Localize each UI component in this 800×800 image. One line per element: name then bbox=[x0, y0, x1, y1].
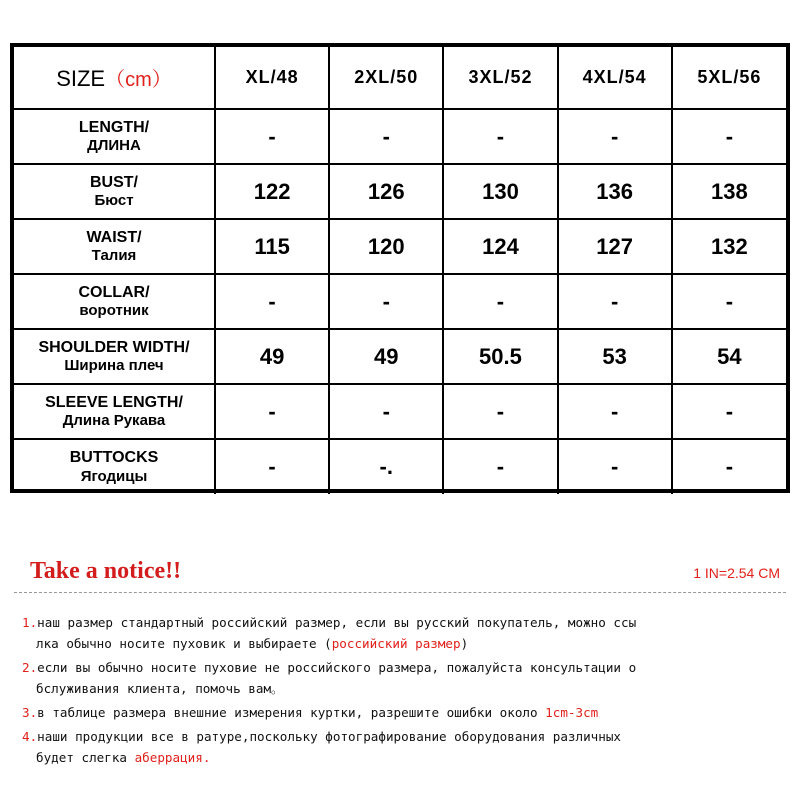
column-header: 5XL/56 bbox=[672, 47, 786, 109]
note-cont-text: лка обычно носите пуховик и выбираете ( bbox=[36, 636, 332, 651]
note-tail: ) bbox=[460, 636, 469, 651]
table-cell: -. bbox=[329, 439, 443, 494]
note-item bbox=[22, 702, 787, 723]
row-label bbox=[14, 274, 215, 329]
note-continuation bbox=[22, 633, 787, 654]
row-label-en: BUST/ bbox=[90, 173, 138, 191]
row-label-en: LENGTH/ bbox=[78, 118, 150, 136]
column-header: XL/48 bbox=[215, 47, 329, 109]
note-item bbox=[22, 726, 787, 768]
note-highlight: 1cm-3cm bbox=[545, 705, 599, 720]
table-cell: - bbox=[329, 109, 443, 164]
row-label bbox=[14, 164, 215, 219]
table-cell: - bbox=[443, 274, 557, 329]
note-highlight: аберрация. bbox=[134, 750, 211, 765]
row-label-en: BUTTOCKS bbox=[69, 449, 159, 467]
row-label-en: SHOULDER WIDTH/ bbox=[38, 338, 190, 356]
table-cell: 122 bbox=[215, 164, 329, 219]
table-cell: 120 bbox=[329, 219, 443, 274]
table-cell: - bbox=[443, 384, 557, 439]
table-cell: 136 bbox=[558, 164, 672, 219]
size-header-cell bbox=[14, 47, 215, 109]
table-cell: - bbox=[443, 439, 557, 494]
note-cont-text: бслуживания клиента, помочь вам。 bbox=[36, 681, 284, 696]
size-chart-table bbox=[10, 43, 790, 493]
table-cell: - bbox=[443, 109, 557, 164]
row-label bbox=[14, 329, 215, 384]
note-text: если вы обычно носите пуховие не российского размера, пожалуйста консультации о bbox=[37, 660, 637, 675]
note-text: в таблице размера внешние измерения куртки, разрешите ошибки около bbox=[37, 705, 546, 720]
divider bbox=[14, 592, 786, 593]
table-cell: 132 bbox=[672, 219, 786, 274]
row-label-en: WAIST/ bbox=[86, 228, 142, 246]
column-header: 3XL/52 bbox=[443, 47, 557, 109]
note-number: 3. bbox=[22, 705, 38, 720]
row-label-ru: Ягодицы bbox=[80, 467, 148, 485]
table-cell: - bbox=[329, 384, 443, 439]
unit-label: （cm） bbox=[105, 69, 172, 91]
note-text: наши продукции все в ратуре,поскольку фотографирование оборудования различных bbox=[37, 729, 621, 744]
table-cell: 54 bbox=[672, 329, 786, 384]
row-label-ru: Талия bbox=[91, 247, 137, 265]
table-cell: - bbox=[672, 384, 786, 439]
row-label-en: COLLAR/ bbox=[78, 283, 150, 301]
notice-title: Take a notice!! bbox=[30, 558, 182, 584]
table-cell: - bbox=[215, 274, 329, 329]
note-number: 1. bbox=[22, 615, 38, 630]
note-continuation bbox=[22, 747, 787, 768]
note-item bbox=[22, 657, 787, 699]
table-header-row bbox=[14, 47, 786, 109]
note-highlight: российский размер bbox=[331, 636, 461, 651]
note-text: наш размер стандартный российский размер, если вы русский покупатель, можно ссы bbox=[37, 615, 637, 630]
table-row bbox=[14, 109, 786, 164]
table-cell: - bbox=[672, 109, 786, 164]
row-label bbox=[14, 439, 215, 494]
conversion-note: 1 IN=2.54 CM bbox=[693, 565, 780, 581]
row-label-ru: Длина Рукава bbox=[62, 412, 166, 430]
note-number: 4. bbox=[22, 729, 38, 744]
column-header: 2XL/50 bbox=[329, 47, 443, 109]
note-continuation bbox=[22, 678, 787, 699]
table-cell: 130 bbox=[443, 164, 557, 219]
table-cell: - bbox=[329, 274, 443, 329]
table-cell: - bbox=[215, 439, 329, 494]
table-cell: - bbox=[672, 439, 786, 494]
note-cont-text: будет слегка bbox=[36, 750, 135, 765]
table-cell: - bbox=[558, 109, 672, 164]
table-row bbox=[14, 439, 786, 494]
table-cell: - bbox=[215, 109, 329, 164]
row-label-ru: Бюст bbox=[94, 192, 134, 210]
table-cell: 126 bbox=[329, 164, 443, 219]
column-header: 4XL/54 bbox=[558, 47, 672, 109]
row-label bbox=[14, 384, 215, 439]
table-row bbox=[14, 384, 786, 439]
row-label-ru: ДЛИНА bbox=[87, 137, 141, 155]
table-row bbox=[14, 329, 786, 384]
table-cell: - bbox=[558, 384, 672, 439]
row-label bbox=[14, 219, 215, 274]
table-cell: 50.5 bbox=[443, 329, 557, 384]
notes-list bbox=[22, 612, 787, 771]
table-cell: 49 bbox=[215, 329, 329, 384]
table-row bbox=[14, 219, 786, 274]
table-cell: 127 bbox=[558, 219, 672, 274]
table-cell: 124 bbox=[443, 219, 557, 274]
table-cell: 138 bbox=[672, 164, 786, 219]
table-cell: 53 bbox=[558, 329, 672, 384]
table-row bbox=[14, 164, 786, 219]
row-label-ru: воротник bbox=[79, 302, 149, 320]
table-cell: - bbox=[558, 274, 672, 329]
row-label bbox=[14, 109, 215, 164]
table-cell: 115 bbox=[215, 219, 329, 274]
note-item bbox=[22, 612, 787, 654]
table-cell: - bbox=[672, 274, 786, 329]
table-cell: - bbox=[558, 439, 672, 494]
note-number: 2. bbox=[22, 660, 38, 675]
size-label: SIZE bbox=[56, 66, 106, 91]
table-row bbox=[14, 274, 786, 329]
table-cell: - bbox=[215, 384, 329, 439]
table-cell: 49 bbox=[329, 329, 443, 384]
row-label-ru: Ширина плеч bbox=[64, 357, 164, 375]
row-label-en: SLEEVE LENGTH/ bbox=[45, 393, 183, 411]
